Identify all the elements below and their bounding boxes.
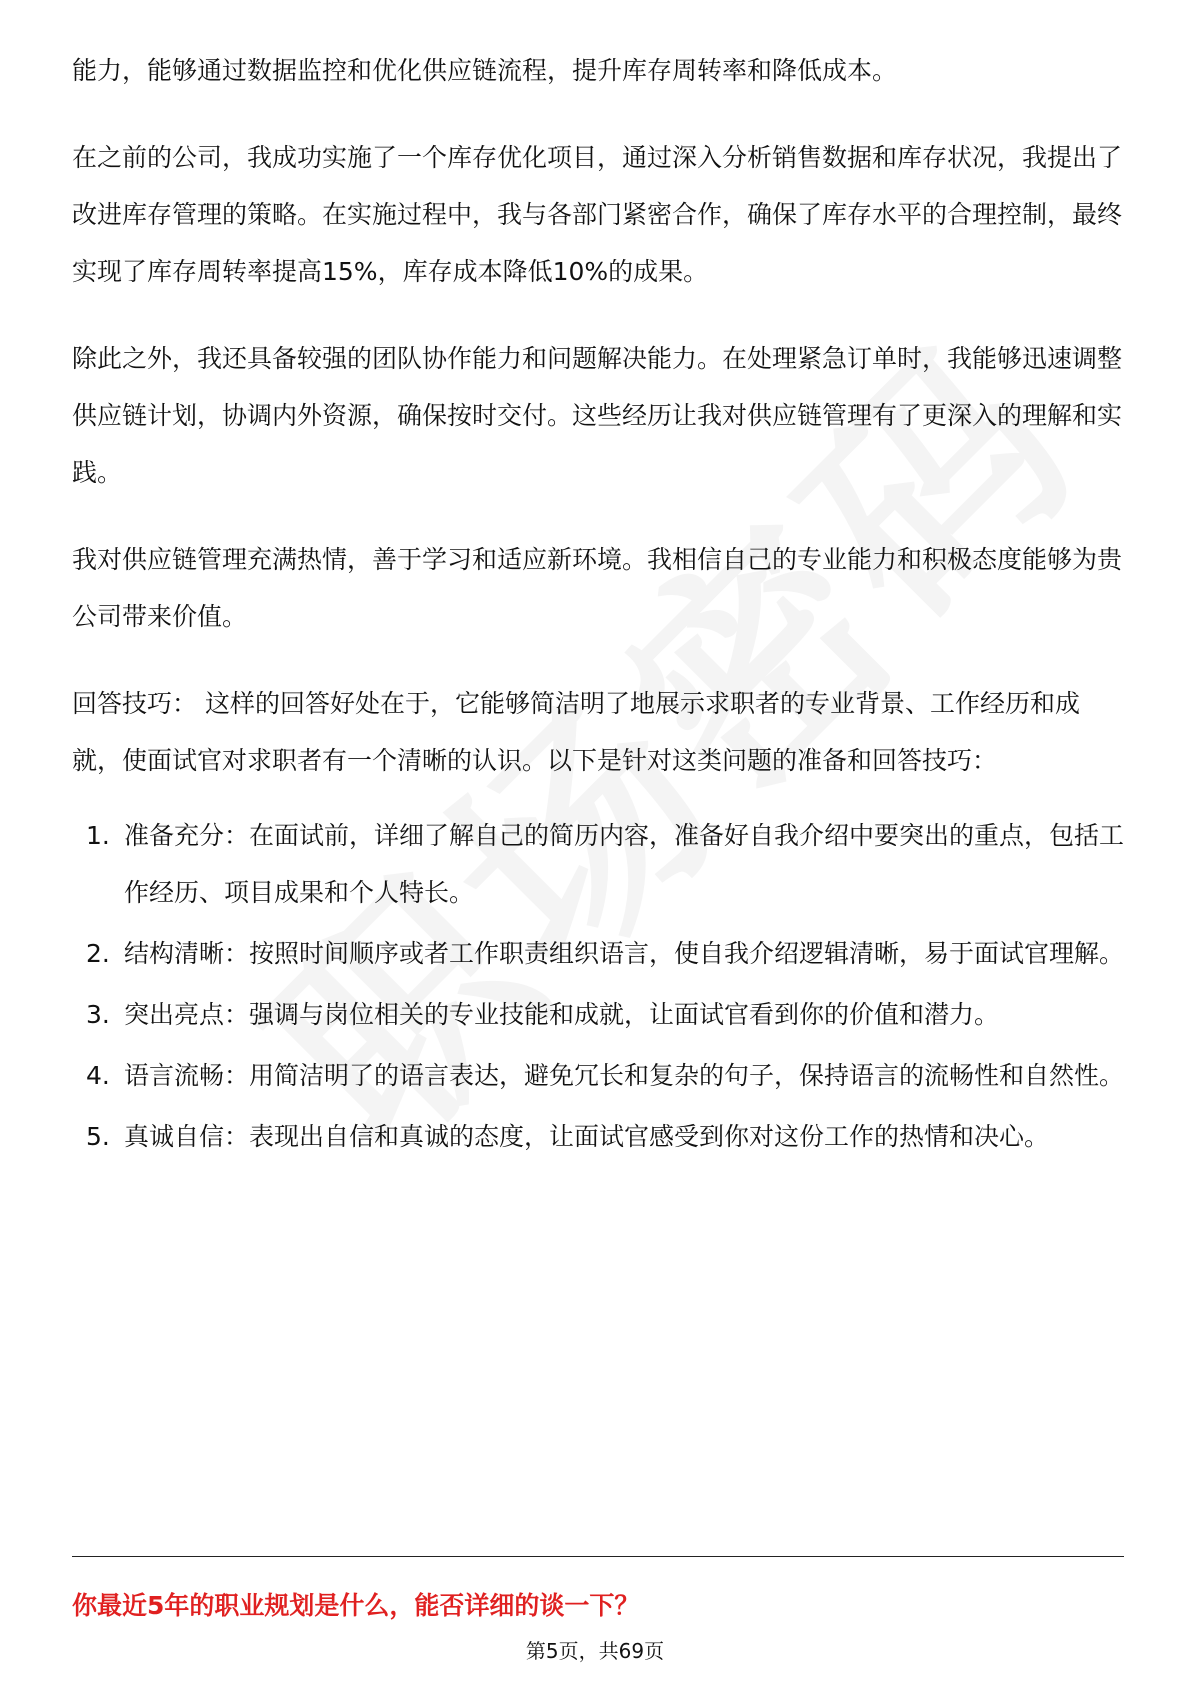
- list-item-number: 2.: [86, 939, 110, 968]
- next-question-heading: 你最近5年的职业规划是什么，能否详细的谈一下？: [72, 1591, 640, 1620]
- list-item-number: 1.: [86, 821, 110, 850]
- section-divider: [72, 1556, 1124, 1557]
- list-item-text: 语言流畅：用简洁明了的语言表达，避免冗长和复杂的句子，保持语言的流畅性和自然性。: [124, 1061, 1125, 1090]
- paragraph-inventory-project: 在之前的公司，我成功实施了一个库存优化项目，通过深入分析销售数据和库存状况，我提出了改进库存管理的策略。在实施过程中，我与各部门紧密合作，确保了库存水平的合理控制，最终实现了库存周转率提高15%，库存成本降低10%的成果。: [72, 143, 1123, 286]
- list-item: [72, 925, 1124, 982]
- list-item-number: 5.: [86, 1122, 110, 1151]
- list-item: [72, 986, 1124, 1043]
- tips-list: [72, 807, 1124, 1165]
- paragraph-passion: 我对供应链管理充满热情，善于学习和适应新环境。我相信自己的专业能力和积极态度能够为贵公司带来价值。: [72, 545, 1123, 631]
- list-item-text: 真诚自信：表现出自信和真诚的态度，让面试官感受到你对这份工作的热情和决心。: [124, 1122, 1050, 1151]
- list-item-text: 结构清晰：按照时间顺序或者工作职责组织语言，使自我介绍逻辑清晰，易于面试官理解。: [124, 939, 1125, 968]
- page-content: [72, 42, 1124, 1169]
- list-item: [72, 807, 1124, 921]
- list-item: [72, 1047, 1124, 1104]
- list-item-text: 突出亮点：强调与岗位相关的专业技能和成就，让面试官看到你的价值和潜力。: [124, 1000, 1000, 1029]
- list-item: [72, 1108, 1124, 1165]
- list-item-number: 4.: [86, 1061, 110, 1090]
- list-item-text: 准备充分：在面试前，详细了解自己的简历内容，准备好自我介绍中要突出的重点，包括工作经历、项目成果和个人特长。: [124, 821, 1125, 907]
- paragraph-answer-tips-intro: 回答技巧： 这样的回答好处在于，它能够简洁明了地展示求职者的专业背景、工作经历和成就，使面试官对求职者有一个清晰的认识。以下是针对这类问题的准备和回答技巧：: [72, 689, 1080, 775]
- page-number: 第5页，共69页: [525, 1639, 665, 1663]
- paragraph-teamwork: 除此之外，我还具备较强的团队协作能力和问题解决能力。在处理紧急订单时，我能够迅速调整供应链计划，协调内外资源，确保按时交付。这些经历让我对供应链管理有了更深入的理解和实践。: [72, 344, 1123, 487]
- paragraph-continued: 能力，能够通过数据监控和优化供应链流程，提升库存周转率和降低成本。: [72, 56, 898, 85]
- list-item-number: 3.: [86, 1000, 110, 1029]
